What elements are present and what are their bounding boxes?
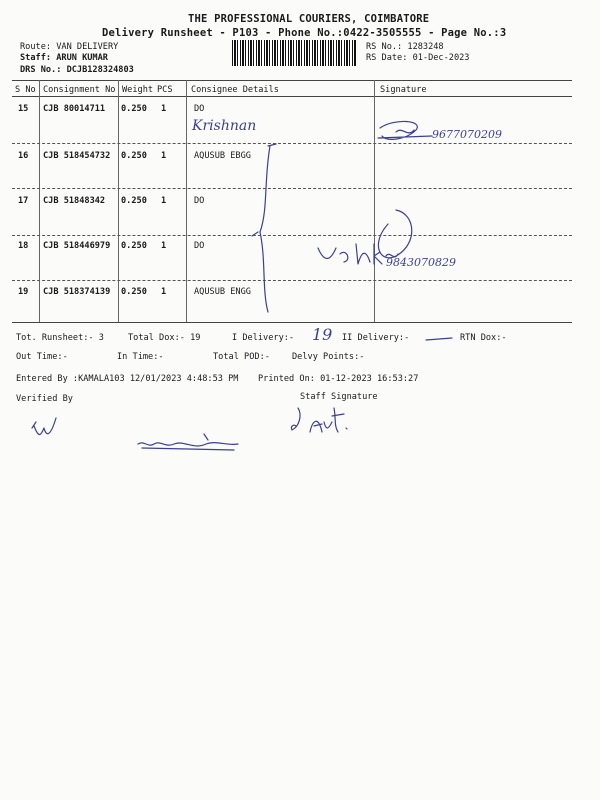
runsheet-title: Delivery Runsheet - P103 - Phone No.:0422-3505555 - Page No.:3 (102, 27, 507, 39)
company-name: THE PROFESSIONAL COURIERS, COIMBATORE (188, 13, 430, 25)
ii-delivery: II Delivery:- (342, 333, 410, 343)
route-label: Route: VAN DELIVERY (20, 42, 119, 52)
row-consignee: AQUSUB EBGG (194, 151, 251, 161)
col-divider (374, 80, 375, 322)
i-delivery: I Delivery:- (232, 333, 295, 343)
verifier-signature (28, 410, 68, 442)
col-header-consignment: Consignment No (43, 85, 116, 95)
col-header-signature: Signature (380, 85, 427, 95)
entered-by: Entered By :KAMALA103 12/01/2023 4:48:53 PM (16, 374, 239, 384)
table-header-border (12, 96, 572, 97)
row-weight: 0.250 (121, 287, 147, 297)
col-header-pcs: PCS (157, 85, 173, 95)
barcode (232, 40, 357, 66)
rs-number: RS No.: 1283248 (366, 42, 444, 52)
row-consignee: DO (194, 196, 205, 206)
bracket-mark (250, 140, 280, 320)
row-weight: 0.250 (121, 151, 147, 161)
row-divider (12, 188, 572, 189)
handwritten-delivery-count: 19 (312, 325, 333, 344)
row-consignee: DO (194, 241, 205, 251)
col-divider (186, 80, 187, 322)
row-pcs: 1 (161, 287, 167, 297)
rtn-dox: RTN Dox:- (460, 333, 507, 343)
handwritten-phone: 9843070829 (386, 256, 456, 269)
staff-signature-label: Staff Signature (300, 392, 378, 402)
dash-mark (424, 336, 454, 342)
drs-number: DRS No.: DCJB128324803 (20, 65, 134, 75)
verified-by-label: Verified By (16, 394, 73, 404)
row-sno: 16 (18, 151, 29, 161)
row-divider (12, 235, 572, 236)
row-consignment: CJB 80014711 (43, 104, 106, 114)
col-header-consignee: Consignee Details (191, 85, 279, 95)
out-time: Out Time:- (16, 352, 68, 362)
delvy-points: Delvy Points:- (292, 352, 365, 362)
row-sno: 19 (18, 287, 29, 297)
row-weight: 0.250 (121, 196, 147, 206)
col-header-sno: S No (15, 85, 36, 95)
row-consignment: CJB 518374139 (43, 287, 111, 297)
second-signature (134, 432, 242, 454)
row-consignee: AQUSUB ENGG (194, 287, 251, 297)
row-consignee: DO (194, 104, 205, 114)
in-time: In Time:- (117, 352, 164, 362)
row-pcs: 1 (161, 151, 167, 161)
col-header-weight: Weight (122, 85, 154, 95)
row-divider (12, 280, 572, 281)
total-dox: Total Dox:- 19 (128, 333, 201, 343)
table-top-border (12, 80, 572, 81)
row-sno: 15 (18, 104, 29, 114)
row-sno: 18 (18, 241, 29, 251)
row-consignment: CJB 518454732 (43, 151, 111, 161)
signature-row15 (376, 118, 436, 148)
staff-signature (288, 402, 352, 438)
col-divider (39, 80, 40, 322)
row-weight: 0.250 (121, 241, 147, 251)
printed-on: Printed On: 01-12-2023 16:53:27 (258, 374, 419, 384)
row-pcs: 1 (161, 241, 167, 251)
table-bottom-border (12, 322, 572, 323)
row-divider (12, 143, 572, 144)
total-pod: Total POD:- (213, 352, 270, 362)
row-weight: 0.250 (121, 104, 147, 114)
row-sno: 17 (18, 196, 29, 206)
handwritten-phone: 9677070209 (432, 128, 502, 141)
staff-label: Staff: ARUN KUMAR (20, 53, 108, 63)
row-pcs: 1 (161, 196, 167, 206)
handwritten-name: Krishnan (192, 118, 257, 134)
col-divider (118, 80, 119, 322)
row-consignment: CJB 518446979 (43, 241, 111, 251)
row-pcs: 1 (161, 104, 167, 114)
rs-date: RS Date: 01-Dec-2023 (366, 53, 470, 63)
row-consignment: CJB 51848342 (43, 196, 106, 206)
tot-runsheet: Tot. Runsheet:- 3 (16, 333, 104, 343)
